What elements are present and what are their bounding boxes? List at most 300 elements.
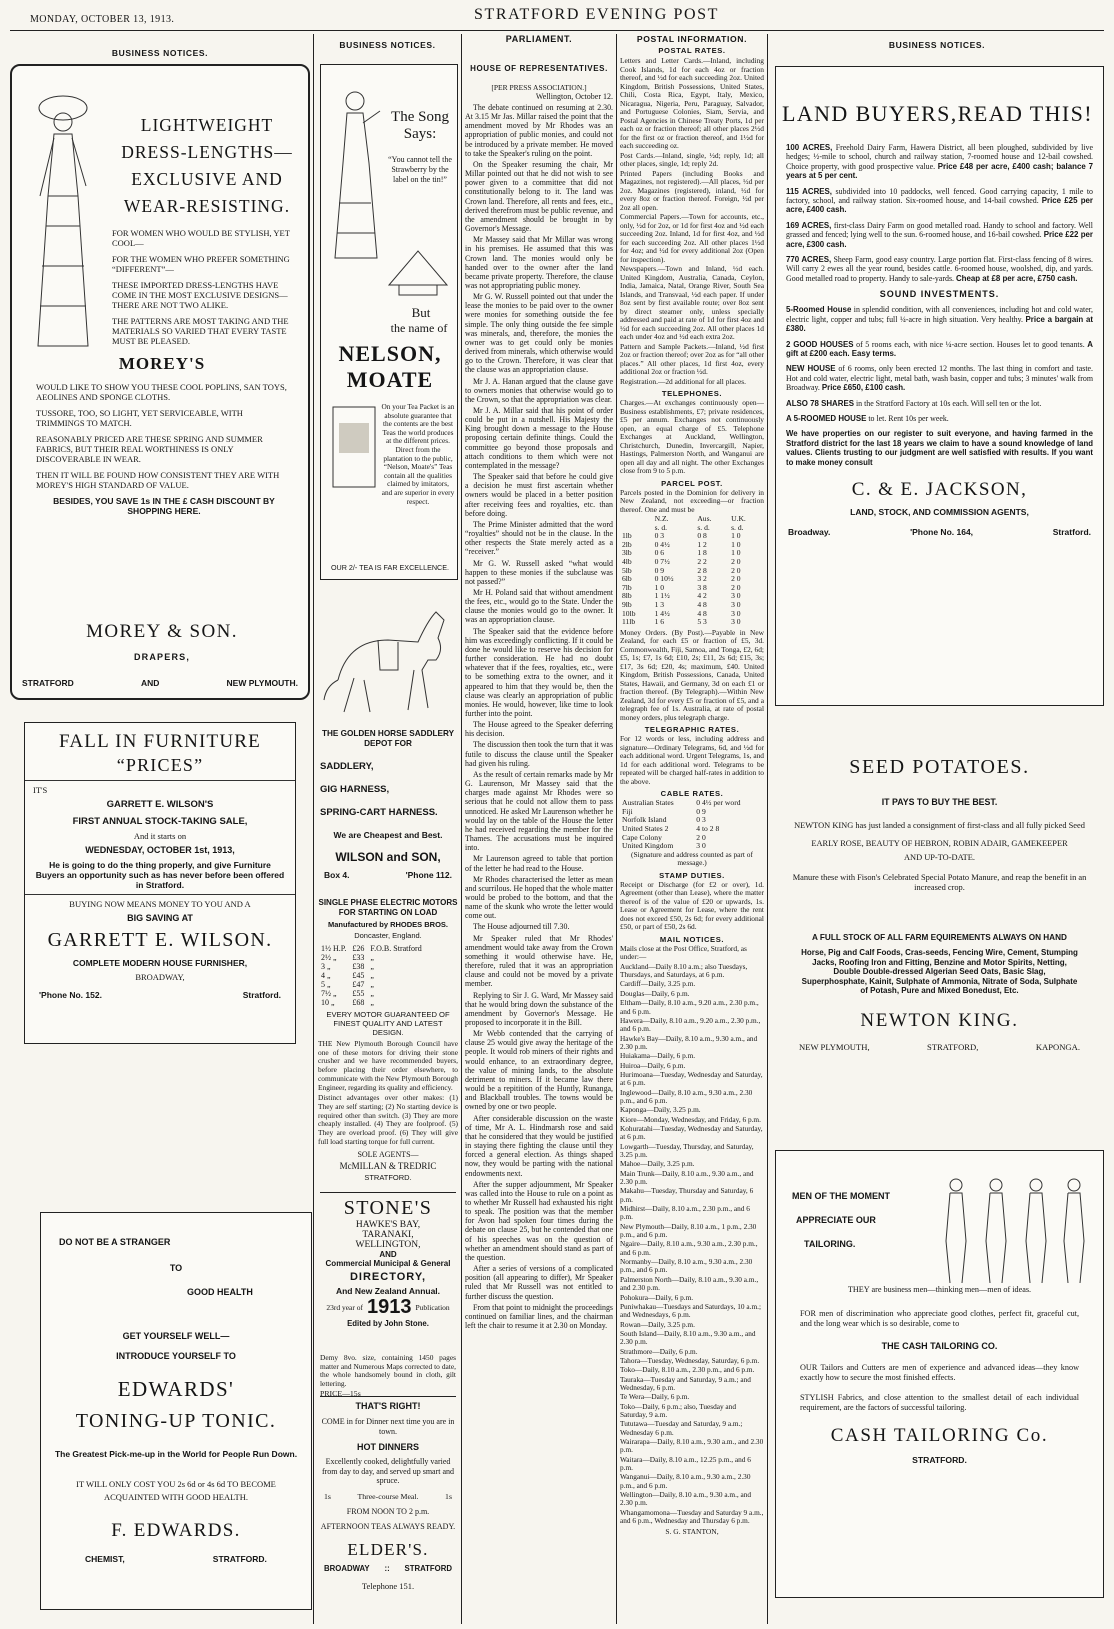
stones-dir: Commercial Municipal & General [325, 1259, 451, 1268]
report-paragraph: Mr Rhodes characterised the letter as mean and scurrilous. He hoped that the whole matter would be probed to the bottom, and that the name of the skunk who wrote the letter would come out. [465, 874, 613, 921]
cable-cell: Fiji [622, 806, 633, 816]
morey-advert [10, 64, 310, 700]
listing-lead: 169 ACRES, [786, 220, 832, 230]
mail-entry: Cardiff—Daily, 3.25 p.m. [620, 979, 696, 989]
section-heading: BUSINESS NOTICES. [111, 48, 209, 58]
name-of-label: the name of [390, 321, 448, 335]
motor-cell: „ [370, 989, 374, 998]
parcel-cell: 0 3 [654, 531, 665, 541]
parliament-report [465, 103, 613, 1330]
edwards-tonic-advert [40, 1212, 312, 1610]
divider [25, 894, 295, 895]
mail-entry: Tahora—Tuesday, Wednesday, Saturday, 6 p.m. [620, 1355, 760, 1365]
gentlemen-illustration [926, 1171, 1096, 1291]
parcel-cell [620, 515, 653, 524]
tailor-p1: THEY are business men—thinking men—men of ideas. [847, 1285, 1032, 1294]
parcel-row [620, 549, 764, 558]
motor-cell: £26 [352, 944, 365, 953]
parcel-row [620, 567, 764, 576]
elders-hours: FROM NOON TO 2 p.m. [346, 1506, 430, 1516]
mail-entry: Wanganui—Daily, 8.10 a.m., 9.30 a.m., 2.30 p.m., and 6 p.m. [620, 1472, 751, 1490]
stones-price: PRICE—15s [320, 1388, 361, 1398]
song-title: Says: [403, 126, 437, 142]
intro-line: FOR WOMEN WHO WOULD BE STYLISH, YET COOL— [112, 228, 290, 248]
parcel-cell: s. d. [654, 522, 668, 532]
cable-cell [759, 842, 764, 851]
parcel-cell: 3lb [622, 548, 632, 558]
singer-illustration [325, 83, 385, 263]
postal-heading: POSTAL INFORMATION. [636, 34, 748, 44]
parcel-row [620, 558, 764, 567]
headline-line: DRESS-LENGTHS— [121, 142, 293, 162]
parcel-cell: 10lb [622, 608, 636, 618]
cable-cell [759, 816, 764, 825]
king-town: KAPONGA. [1035, 1041, 1080, 1052]
cable-cell: Cape Colony [622, 832, 662, 842]
column-rule [313, 34, 314, 1624]
parcel-cell: 3 2 [697, 574, 707, 584]
motors-agent-town: STRATFORD. [364, 1173, 412, 1183]
parcel-cell: 1 0 [654, 582, 665, 592]
parcel-cell: 3 0 [731, 617, 741, 627]
town: NEW PLYMOUTH. [226, 678, 298, 688]
report-paragraph: As the result of certain remarks made by Mr G. Laurenson, Mr Massey said that the charges made against Mr Rhodes were so serious that he could not allow them to pass unnoticed. He asked Mr Laurenson whether he would lay on the table of the House the letter he had received regarding the member for the Thames. The accusations must be inquired into. [465, 769, 613, 853]
listing-price: Price £48 per acre, £400 cash; balance 7 years at 5 per cent. [786, 161, 1093, 181]
tea-packet-illustration [329, 403, 379, 493]
elders-advert [320, 1396, 456, 1625]
cable-cell: 0 3 [696, 815, 706, 825]
tailor-firm: CASH TAILORING Co. [830, 1425, 1049, 1446]
listing-lead: ALSO 78 SHARES [786, 398, 854, 408]
report-paragraph: Mr G. W. Russell pointed out that under the lease the monies to be paid over to the owner were monies for something outside the fee simple. The only thing outside the fee simple was minerals, and, therefore, the monies the owner was to get could only be monies derived from minerals, which otherwise would go to the Crown. Therefore, it was clear that the clause was an appropriation clause. [465, 292, 613, 375]
saddlery-firm: WILSON and SON, [335, 850, 441, 864]
motor-row [318, 998, 425, 1007]
listing-lead: 115 ACRES, [786, 186, 832, 196]
masthead-rule [10, 30, 1104, 31]
saddlery-phone: 'Phone 112. [405, 870, 452, 880]
parcel-cell: 2 0 [731, 565, 741, 575]
song-quote: “You cannot tell the Strawberry by the label on the tin!” [388, 155, 452, 184]
edwards-cost: IT WILL ONLY COST YOU 2s 6d or 4s 6d TO BECOME ACQUAINTED WITH GOOD HEALTH. [76, 1479, 276, 1502]
elders-town: STRATFORD [404, 1563, 452, 1573]
parcel-cell: 11lb [622, 617, 636, 627]
parcel-cell: 1 3 [654, 599, 665, 609]
stones-pub: Publication [415, 1303, 450, 1312]
horse-illustration [318, 590, 458, 720]
body-line: REASONABLY PRICED ARE THESE SPRING AND SUMMER FABRICS, BUT THEIR REAL WORTHINESS IS ONLY DISCOVERABLE IN WEAR. [36, 434, 263, 464]
elders-title: THAT'S RIGHT! [355, 1401, 421, 1411]
jackson-contact [788, 527, 1091, 537]
stones-year: 1913 [366, 1296, 412, 1318]
intro-line: THE PATTERNS ARE MOST TAKING AND THE MATERIALS SO VARIED THAT EVERY TASTE MUST BE PLEASED. [112, 316, 289, 346]
stones-district: WELLINGTON, [355, 1240, 421, 1250]
wilson-headline: FALL IN FURNITURE [59, 731, 261, 752]
postal-rates-heading: POSTAL RATES. [658, 46, 726, 55]
report-paragraph: Mr Speaker ruled that Mr Rhodes' amendment would take away from the Crown something it would otherwise have. He, therefore, ruled that it was an appropriation clause and could not be moved by a private member. [465, 933, 613, 989]
mail-entry: Rowan—Daily, 3.25 p.m. [620, 1319, 695, 1329]
cable-cell: 3 0 [696, 841, 706, 851]
king-varieties: EARLY ROSE, BEAUTY OF HEBRON, ROBIN ADAIR, GAMEKEEPER AND UP-TO-DATE. [811, 839, 1068, 862]
stones-directory: DIRECTORY, [349, 1271, 426, 1283]
cable-cell [759, 808, 764, 817]
report-paragraph: The Speaker said that the evidence before him was exceedingly conflicting. If it could be done he would like to reserve his decision for further consideration. He had no doubt whatever that if the fees, royalties, etc., were to be something extra to the owner, and it appeared to him that they would be, then the clause was clearly an appropriation of public monies. He would, however, like time to look further into the point. [465, 626, 613, 718]
parcel-cell: 7lb [622, 582, 632, 592]
saddlery-title: THE GOLDEN HORSE SADDLERY DEPOT FOR [321, 729, 455, 748]
king-manure: Manure these with Fison's Celebrated Special Potato Manure, and reap the benefit in an increased crop. [792, 873, 1087, 892]
morey-towns [22, 678, 298, 688]
report-paragraph: Replying to Sir J. G. Ward, Mr Massey said that he would bring down the substance of the amendment by Governor's Message. He proposed to incorporate it in the Bill. [465, 990, 613, 1027]
wilson-footer [39, 990, 281, 1000]
elders-firm: ELDER'S. [347, 1539, 429, 1559]
newton-king-advert [775, 740, 1104, 1120]
listing-price: Price a bargain at £380. [786, 314, 1093, 334]
postal-paragraph: Newspapers.—Town and Inland, ½d each. United Kingdom, Australia, Canada, Ceylon, India, Jamaica, Natal, Orange River, South Sea Islands, and Transvaal, ½d each paper. If under 8oz sent by first available route; over 8oz sent by direct steamer only, unless specially addressed and paid at rate of 1d for first 4oz and ½d for each succeeding 2oz. All other places 1d each under 4oz and ½d each extra 2oz. [620, 264, 764, 341]
parcel-heading: PARCEL POST. [661, 478, 723, 488]
cable-note: (Signature and address counted as part of message.) [631, 849, 753, 868]
parcel-cell: 1 2 [697, 539, 707, 549]
telephones-text: Charges.—At exchanges continuously open—Business establishments, £7; private residences, £5 per annum. Exchanges not continuously open, an equal charge of £5. Telephone Exchanges at Auckland, Wellington, Christchurch, Dunedin, Invercargill, Napier, Hastings, Palmerston North, and Wanganui are open all day and all night. The other Exchanges close from 9 to 5 p.m. [620, 398, 764, 475]
mail-entry: Palmerston North—Daily, 8.10 a.m., 9.30 a.m., and 2.30 p.m. [620, 1274, 759, 1293]
property-listing [786, 221, 1093, 249]
morey-headline [112, 112, 302, 220]
headline-line: LIGHTWEIGHT [140, 115, 274, 135]
listing-price: A gift at £200 each. Easy terms. [786, 339, 1093, 358]
meal-price: 1s [445, 1491, 452, 1501]
stones-and: AND [379, 1250, 397, 1259]
parcel-row [620, 618, 764, 627]
motor-cell: £47 [352, 980, 365, 989]
brand-name: NELSON, [338, 341, 442, 366]
telegraphic-heading: TELEGRAPHIC RATES. [644, 725, 740, 735]
saddlery-cheap: We are Cheapest and Best. [333, 830, 443, 840]
sale-title: FIRST ANNUAL STOCK-TAKING SALE, [72, 816, 248, 827]
report-paragraph: The debate continued on resuming at 2.30. At 3.15 Mr Jas. Millar raised the point that the amendment moved by Mr Rhodes was an appropriation of public monies, and could not be introduced by a private member. He moved to take the Speaker's ruling on the point. [465, 103, 613, 158]
postal-paragraph: Letters and Letter Cards.—Inland, including Cook Islands, 1d for each 4oz or fraction thereof, and ½d for each succeeding 2oz. United Kingdom, British Possessions, United States, Chili, Costa Rica, Egypt, Italy, Mexico, Nicaragua, Nigeria, Peru, Paraguay, Salvador, and Portuguese Colonies, Siam, Servia, and Postal Agencies in Chinese Treaty Ports, 1d per each oz or fraction thereof; all other places 2½d for the first oz or fraction thereof, and 1½d for each succeeding oz. [620, 56, 764, 150]
parcel-cell: 5 3 [697, 617, 707, 627]
report-paragraph: The discussion then took the turn that it was futile to discuss the clause until the Speaker had given his ruling. [465, 740, 613, 768]
elders-body: Excellently cooked, delightfully varied from day to day, and served up smart and spruce. [321, 1457, 455, 1486]
report-paragraph: Mr Laurenson agreed to table that portion of the letter he had read to the House. [465, 854, 613, 873]
report-paragraph: Mr J. A. Millar said that his point of order could be put in a nutshell. His Majesty the King brought down a message to the House proposing certain definite things. Could the committee go beyond those proposals and attach conditions to them which were not contemplated in the message? [465, 406, 613, 470]
postal-rates [620, 57, 764, 386]
property-listing [786, 143, 1093, 181]
morey-name: MOREY'S [118, 354, 206, 373]
parcel-cell: 0 7½ [654, 556, 670, 566]
mail-entry: Midhirst—Daily, 8.10 a.m., 2.30 p.m., and 6 p.m. [620, 1204, 750, 1222]
report-paragraph: The House agreed to the Speaker deferring his decision. [465, 720, 613, 739]
motor-row [318, 944, 425, 953]
morey-body [36, 382, 292, 516]
king-body: NEWTON KING has just landed a consignment of first-class and all fully picked Seed [794, 821, 1085, 830]
jackson-houses [786, 305, 1093, 423]
telegraphic-text: For 12 words or less, including address and signature—Ordinary Telegrams, 6d, and ½d for each additional word. Urgent Telegrams, 1s, and 1d for each additional word. Telegrams to be repeated will be charged half-rates in addition to the above. [620, 734, 764, 786]
sale-pitch: He is going to do the thing properly, and give Furniture Buyers an opportunity such as has never before been offered in Stratford. [35, 860, 285, 890]
report-paragraph: The Speaker said that before he could give a decision he must first ascertain whether owners would be placed in a better position after receiving fees and royalties, etc. than before doing. [465, 472, 613, 518]
edwards-footer [41, 1554, 311, 1564]
press-source: [PER PRESS ASSOCIATION.] [491, 83, 587, 92]
listing-text: Sheep Farm, good easy country. Large portion flat. First-class fencing of 8 wires. Will carry 2 ewes all the year round, besides cattle. 6-roomed house, woolshed, dip, and yards. Good metalled road to property. Handy to sale-yards. [786, 255, 1093, 283]
lady-in-dress-illustration [18, 86, 108, 356]
parcel-cell: Aus. [697, 514, 712, 523]
house-heading: HOUSE OF REPRESENTATIVES. [470, 64, 608, 73]
motors-town: Doncaster, England. [354, 931, 422, 940]
parcel-table [620, 515, 764, 627]
sale-starts: And it starts on [133, 831, 187, 841]
postal-column [620, 34, 764, 1624]
motor-cell: 10 „ [321, 998, 335, 1007]
king-towns [799, 1042, 1080, 1052]
parcel-cell: 3 8 [697, 582, 707, 592]
parcel-cell: 1 0 [731, 539, 741, 549]
motor-cell: 5 „ [321, 980, 331, 989]
report-paragraph: After considerable discussion on the waste of time, Mr A. L. Hindmarsh rose and said that he considered that they would be justified in staying there fighting the clause until they forced a general election. As things shaped now, they would be parting with the national endowments next. [465, 1113, 613, 1178]
parcel-row [620, 601, 764, 610]
listing-text: to let. Rent 10s per week. [868, 413, 949, 423]
saddlery-item: GIG HARNESS, [320, 784, 390, 795]
elders-phone: Telephone 151. [361, 1580, 415, 1591]
mail-entry: Toko—Daily, 8.10 a.m., 2.30 p.m., and 6 p.m. [620, 1365, 755, 1375]
postal-paragraph: Commercial Papers.—Town for accounts, etc., only, ½d for 2oz, or 1d for first 4oz and ½d each succeeding 2oz. Inland, 1d for first 4oz, and ½d for each succeeding 2oz. All other places 1½d for 4oz; and ½d for every additional 2oz (Open for inspection). [620, 212, 764, 264]
meal-price: 1s [324, 1491, 331, 1501]
report-paragraph: From that point to midnight the proceedings continued on familiar lines, and the chairman left the chair to resume it at 2.30 on Monday. [465, 1302, 613, 1330]
tea-body: On your Tea Packet is an absolute guarantee that the contents are the best Teas the world produces at the different prices. Direct from the plantation to the public, “Nelson, Moate's” Teas contain all the qualities claimed by imitators, and are superior in every respect. [381, 402, 455, 506]
motors-body: THE New Plymouth Borough Council have one of these motors for driving their stone crusher and we have recommended buyers, before placing their order elsewhere, to communicate with the New Plymouth Borough Engineer, regarding its quality and efficiency. [318, 1039, 458, 1092]
mail-entry: Kiore—Monday, Wednesday, and Friday, 6 p.m. [620, 1114, 761, 1124]
jackson-closing: We have properties on our register to suit everyone, and having farmed in the Stratford district for the last 18 years we claim to have a sound knowledge of land values. Clients trusting to our judgment are well satisfied with results. If you want to make money consult [786, 429, 1093, 467]
parcel-cell: 5lb [622, 565, 632, 575]
parcel-cell: 9lb [622, 599, 632, 609]
parcel-row [620, 592, 764, 601]
parcel-cell: 4lb [622, 556, 632, 566]
mail-entry: Tututawa—Tuesday and Saturday, 9 a.m.; Wednesday 6 p.m. [620, 1419, 743, 1437]
parcel-cell: 1 6 [654, 617, 665, 627]
masthead [0, 0, 1114, 28]
but-label: But [411, 305, 431, 320]
listing-price: Cheap at £8 per acre, £750 cash. [955, 273, 1078, 283]
edwards-product: TONING-UP TONIC. [75, 1410, 277, 1432]
brand-name: MOATE [346, 367, 434, 392]
property-listing [786, 255, 1093, 283]
section-heading: BUSINESS NOTICES. [888, 40, 986, 50]
cable-cell: United Kingdom [622, 841, 674, 851]
parcel-cell: 2 0 [731, 574, 741, 584]
mail-entry: New Plymouth—Daily, 8.10 a.m., 1 p.m., 2.30 p.m., and 6 p.m. [620, 1221, 757, 1240]
mail-entry: Waitara—Daily, 8.10 a.m., 12.25 p.m., and 6 p.m. [620, 1454, 751, 1473]
motor-cell: 4 „ [321, 971, 331, 980]
parcel-cell: 1 0 [731, 548, 741, 558]
mail-entry: Inglewood—Daily, 8.10 a.m., 9.30 a.m., 2.30 p.m., and 6 p.m. [620, 1087, 753, 1105]
listing-price: Price £650, £100 cash. [821, 383, 906, 393]
motor-cell: „ [370, 980, 374, 989]
column-rule [616, 34, 617, 1624]
golden-horse-saddlery-advert [318, 590, 458, 890]
motor-row [318, 980, 425, 989]
parcel-cell: s. d. [731, 522, 744, 532]
parcel-row [620, 524, 764, 533]
parcel-cell: 4 2 [697, 591, 707, 601]
issue-date: MONDAY, OCTOBER 13, 1913. [30, 14, 175, 25]
report-paragraph: On the Speaker resuming the chair, Mr Millar pointed out that he did not wish to see power given to a committee that did not constitutionally belong to it. The land was Crown land. Therefore, all rents and fees, etc., derived therefrom must be public revenue, and the amendment should be brought in by Governor's Message. [465, 159, 613, 234]
elders-street: BROADWAY [324, 1563, 370, 1573]
elders-come: COME in for Dinner next time you are in town. [321, 1417, 455, 1436]
mail-entry: Normanby—Daily, 8.10 a.m., 9.30 a.m., 2.30 p.m., and 6 p.m. [620, 1257, 753, 1275]
motor-cell: F.O.B. Stratford [370, 944, 422, 953]
cable-cell: 0 4½ per word [696, 798, 741, 808]
report-paragraph: Mr Webb contended that the carrying of clause 25 would give away the heritage of the people. It would rob miners of their rights and would enhance, to an extraordinary degree, the value of mining lands, to the absolute detriment to miners. If it became law there would be a repitition of the Huntly, Runanga, and Blackball troubles. The towns would be owned by one or two people. [465, 1029, 613, 1112]
listing-price: Price £22 per acre, £300 cash. [786, 230, 1093, 249]
mail-heading: MAIL NOTICES. [659, 934, 725, 944]
parcel-cell: 3 0 [731, 599, 741, 609]
divider [25, 780, 295, 781]
report-paragraph: The Prime Minister admitted that the word “royalties” should not be in the clause. In the other respects the State merely acted as a “receiver.” [465, 519, 613, 557]
listing-lead: 5-Roomed House [786, 305, 852, 315]
property-listing [786, 187, 1093, 215]
report-paragraph: After a series of versions of a complicated position (all appearing to differ), Mr Speaker ruled that Mr Russell was not entitled to further discuss the question. [465, 1264, 613, 1301]
saddlery-item: SPRING-CART HARNESS. [320, 807, 438, 818]
motor-cell: 1½ H.P. [321, 944, 347, 953]
edwards-name: EDWARDS' [117, 1377, 235, 1401]
mail-entry: Douglas—Daily, 6 p.m. [620, 988, 690, 998]
get-well: GET YOURSELF WELL— [122, 1331, 230, 1341]
parcel-row [620, 532, 764, 541]
stones-district: HAWKE'S BAY, [355, 1220, 421, 1230]
parcel-row [620, 610, 764, 619]
cable-cell: 4 to 2 8 [696, 824, 720, 833]
parcel-cell: 3 0 [731, 591, 741, 601]
report-paragraph: Mr H. Poland said that without amendment the fees, etc., would go to the State. Under the clause the monies would go to the owner. It was an appropriation clause. [465, 587, 613, 625]
edwards-tag: The Greatest Pick-me-up in the World for People Run Down. [54, 1449, 298, 1459]
wilson-headline-2: “PRICES” [116, 755, 204, 775]
parcel-cell: 8lb [622, 591, 632, 601]
motor-row [318, 971, 425, 980]
motor-cell: 3 „ [321, 962, 331, 971]
tailor-p4: STYLISH Fabrics, and close attention to the smallest detail of each individual requirement, are the factors of successful tailoring. [800, 1393, 1079, 1412]
morey-firm: MOREY & SON. [86, 621, 238, 642]
newspaper-title: STRATFORD EVENING POST [474, 6, 719, 23]
money-orders: Money Orders. (By Post).—Payable in New Zealand, for each £5 or fraction of £5, 3d. Commonwealth, Fiji, Samoa, and Tonga, £2, 6d; £5, 1s; £7, 1s 6d; £10, 2s; £11, 2s 6d; £15, 3s; £17, 3s 6d; £20, 4s; maximum, £40. United Kingdom, British Possessions, Canada, United States, Hawaii, and Germany, 3d on each £1 or fraction thereof. (By Telegraph).—Within New Zealand, 3d for every £5 or fraction of £5, and a telegraph fee of 1s. Australia, at rate of postal money orders, plus telegraph charge. [620, 627, 764, 722]
postal-paragraph: Registration.—2d additional for all places. [620, 376, 747, 386]
body-line: TUSSORE, TOO, SO LIGHT, YET SERVICEABLE, WITH TRIMMINGS TO MATCH. [36, 408, 243, 428]
motor-cell: £55 [352, 989, 365, 998]
jackson-headline [782, 101, 1093, 127]
cable-cell: 2 0 [696, 832, 706, 842]
stamp-heading: STAMP DUTIES. [659, 870, 725, 880]
elders-meal [324, 1492, 452, 1501]
sale-name: GARRETT E. WILSON'S [106, 799, 214, 810]
column-rule [767, 34, 768, 1624]
seed-potatoes: SEED POTATOES. [849, 756, 1030, 778]
wilson-town: Stratford. [242, 990, 281, 1000]
stones-year-prefix: 23rd year of [326, 1303, 363, 1312]
tailor-town: STRATFORD. [912, 1455, 967, 1465]
listing-lead: 2 GOOD HOUSES [786, 339, 854, 349]
mail-entry: Lowgarth—Tuesday, Thursday, and Saturday, 3.25 p.m. [620, 1141, 754, 1159]
parcel-cell: 2 0 [731, 582, 741, 592]
electric-motors-advert [318, 898, 458, 1186]
jackson-land-advert [775, 66, 1104, 706]
elders-sep: :: [384, 1563, 390, 1573]
tailor-head: TAILORING. [804, 1239, 856, 1249]
mail-entry: Toko—Daily, 6 p.m.; also, Tuesday and Saturday, 9 a.m. [620, 1401, 736, 1419]
roof-illustration [385, 245, 451, 299]
its-label: IT'S [33, 785, 48, 795]
parcel-cell: 3 0 [731, 608, 741, 618]
stones-year-line [320, 1296, 456, 1319]
motor-cell: „ [370, 971, 374, 980]
parcel-cell: 1 0 [731, 531, 741, 541]
mail-intro: Mails close at the Post Office, Stratford, as under:— [620, 943, 747, 962]
tailor-p3: OUR Tailors and Cutters are men of experience and advanced ideas—they know exactly how to secure the most finished effects. [800, 1363, 1079, 1382]
saddlery-item: SADDLERY, [320, 761, 374, 772]
edwards-town: STRATFORD. [212, 1554, 267, 1564]
mail-entry: Auckland—Daily 8.10 a.m.; also Tuesdays, Thursdays, and Saturdays, at 6 p.m. [620, 961, 748, 980]
listing-text: subdivided into 10 paddocks, well fenced. Good carrying capacity, 1 mile to factory, school, and railway station. Six-roomed house, and 14-bail cowshed. [786, 186, 1093, 206]
motor-cell: £38 [352, 962, 365, 971]
listing-lead: A 5-ROOMED HOUSE [786, 413, 867, 423]
motor-cell: „ [370, 953, 374, 962]
motors-agent-firm: McMILLAN & TREDRIC [339, 1161, 437, 1172]
mail-entry: Wairarapa—Daily, 8.10 a.m., 9.30 a.m., and 2.30 p.m. [620, 1437, 764, 1455]
mail-entry: Main Trunk—Daily, 8.10 a.m., 9.30 a.m., and 2.30 p.m. [620, 1168, 754, 1187]
report-paragraph: Mr Massey said that Mr Millar was wrong in his premises. He assumed that this was Crown land. The monies would only be handed over to the owner after the land became private property. Therefore, the clause was not appropriating public money. [465, 235, 613, 290]
edwards-firm: F. EDWARDS. [111, 1520, 241, 1541]
listing-price: Price £25 per acre, £400 cash. [786, 196, 1093, 215]
parcel-cell: 2lb [622, 539, 632, 549]
cash-discount: BESIDES, YOU SAVE 1s IN THE £ CASH DISCOUNT BY SHOPPING HERE. [53, 496, 275, 516]
motor-cell: £68 [352, 998, 365, 1007]
motor-cell: 2½ „ [321, 953, 337, 962]
king-firm: NEWTON KING. [860, 1009, 1019, 1031]
morey-intro [112, 228, 302, 352]
postal-paragraph: Post Cards.—Inland, single, ½d; reply, 1d; all other places, single, 1d; reply 2d. [620, 150, 764, 168]
mail-entry: Kaponga—Daily, 3.25 p.m. [620, 1105, 701, 1115]
mail-entry: South Island—Daily, 8.10 a.m., 9.30 a.m., and 2.30 p.m. [620, 1328, 756, 1347]
parcel-cell: N.Z. [654, 514, 669, 523]
song-title: The Song [391, 109, 449, 125]
listing-lead: 770 ACRES, [786, 255, 832, 265]
postal-paragraph: Pattern and Sample Packets.—Inland, ½d first 2oz or fraction thereof; over 2oz as for “all other places.” All other places, 1d first 4oz, every additional 2oz or fraction ½d. [620, 341, 764, 376]
listing-text: first-class Dairy Farm on good metalled road. Handy to school and factory. Well grassed and fenced; lying well to the sun. 6-roomed house, and 16-bail cowshed. [786, 220, 1093, 240]
mail-entry: Makahu—Tuesday, Thursday and Saturday, 6 p.m. [620, 1186, 754, 1204]
read-this: READ THIS! [957, 101, 1093, 126]
jackson-farms [786, 143, 1093, 283]
motors-maker: Manufactured by RHODES BROS. [327, 920, 448, 929]
introduce: INTRODUCE YOURSELF TO [116, 1351, 236, 1361]
pays-to-buy: IT PAYS TO BUY THE BEST. [881, 797, 998, 807]
land-buyers: LAND BUYERS, [782, 101, 958, 126]
stones-name: STONE'S [343, 1197, 433, 1219]
body-line: WOULD LIKE TO SHOW YOU THESE COOL POPLINS, SAN TOYS, AEOLINES AND SPONGE CLOTHS. [36, 382, 287, 402]
cable-cell [759, 834, 764, 843]
king-town: STRATFORD, [927, 1041, 979, 1052]
town: STRATFORD [22, 678, 74, 688]
mail-entry: Tauraka—Tuesday and Saturday, 9 a.m.; and Wednesday, 6 p.m. [620, 1374, 751, 1392]
mail-entry: Hawke's Bay—Daily, 8.10 a.m., 9.30 a.m., and 2.30 p.m. [620, 1033, 758, 1051]
postal-paragraph: Printed Papers (including Books and Magazines, not registered).—All places, ½d per 2oz. Magazines (registered), inland, ½d for every 8oz or fraction thereof. Foreign, ½d per 2oz all open. [620, 168, 764, 212]
jackson-firm: C. & E. JACKSON, [851, 478, 1028, 500]
listing-text: Freehold Dairy Farm, Hawera District, all been ploughed, subdivided by live hedges; ½-mile to school, church and railway station, 7-roomed house and 12-bail cowshed. Choice property, with good prospective value. [786, 143, 1093, 171]
cable-cell: Norfolk Island [622, 815, 667, 825]
motor-row [318, 953, 425, 962]
motor-row [318, 989, 425, 998]
jackson-phone: 'Phone No. 164, [910, 526, 974, 537]
property-listing [786, 364, 1093, 392]
stones-annual: And New Zealand Annual. [335, 1286, 441, 1296]
mail-entry: Ngaire—Daily, 8.10 a.m., 9.30 a.m., 2.30 p.m., and 6 p.m. [620, 1239, 758, 1257]
parcel-cell: 2 8 [697, 565, 707, 575]
cable-cell: Australian States [622, 798, 674, 808]
stones-directory-advert [320, 1192, 456, 1353]
